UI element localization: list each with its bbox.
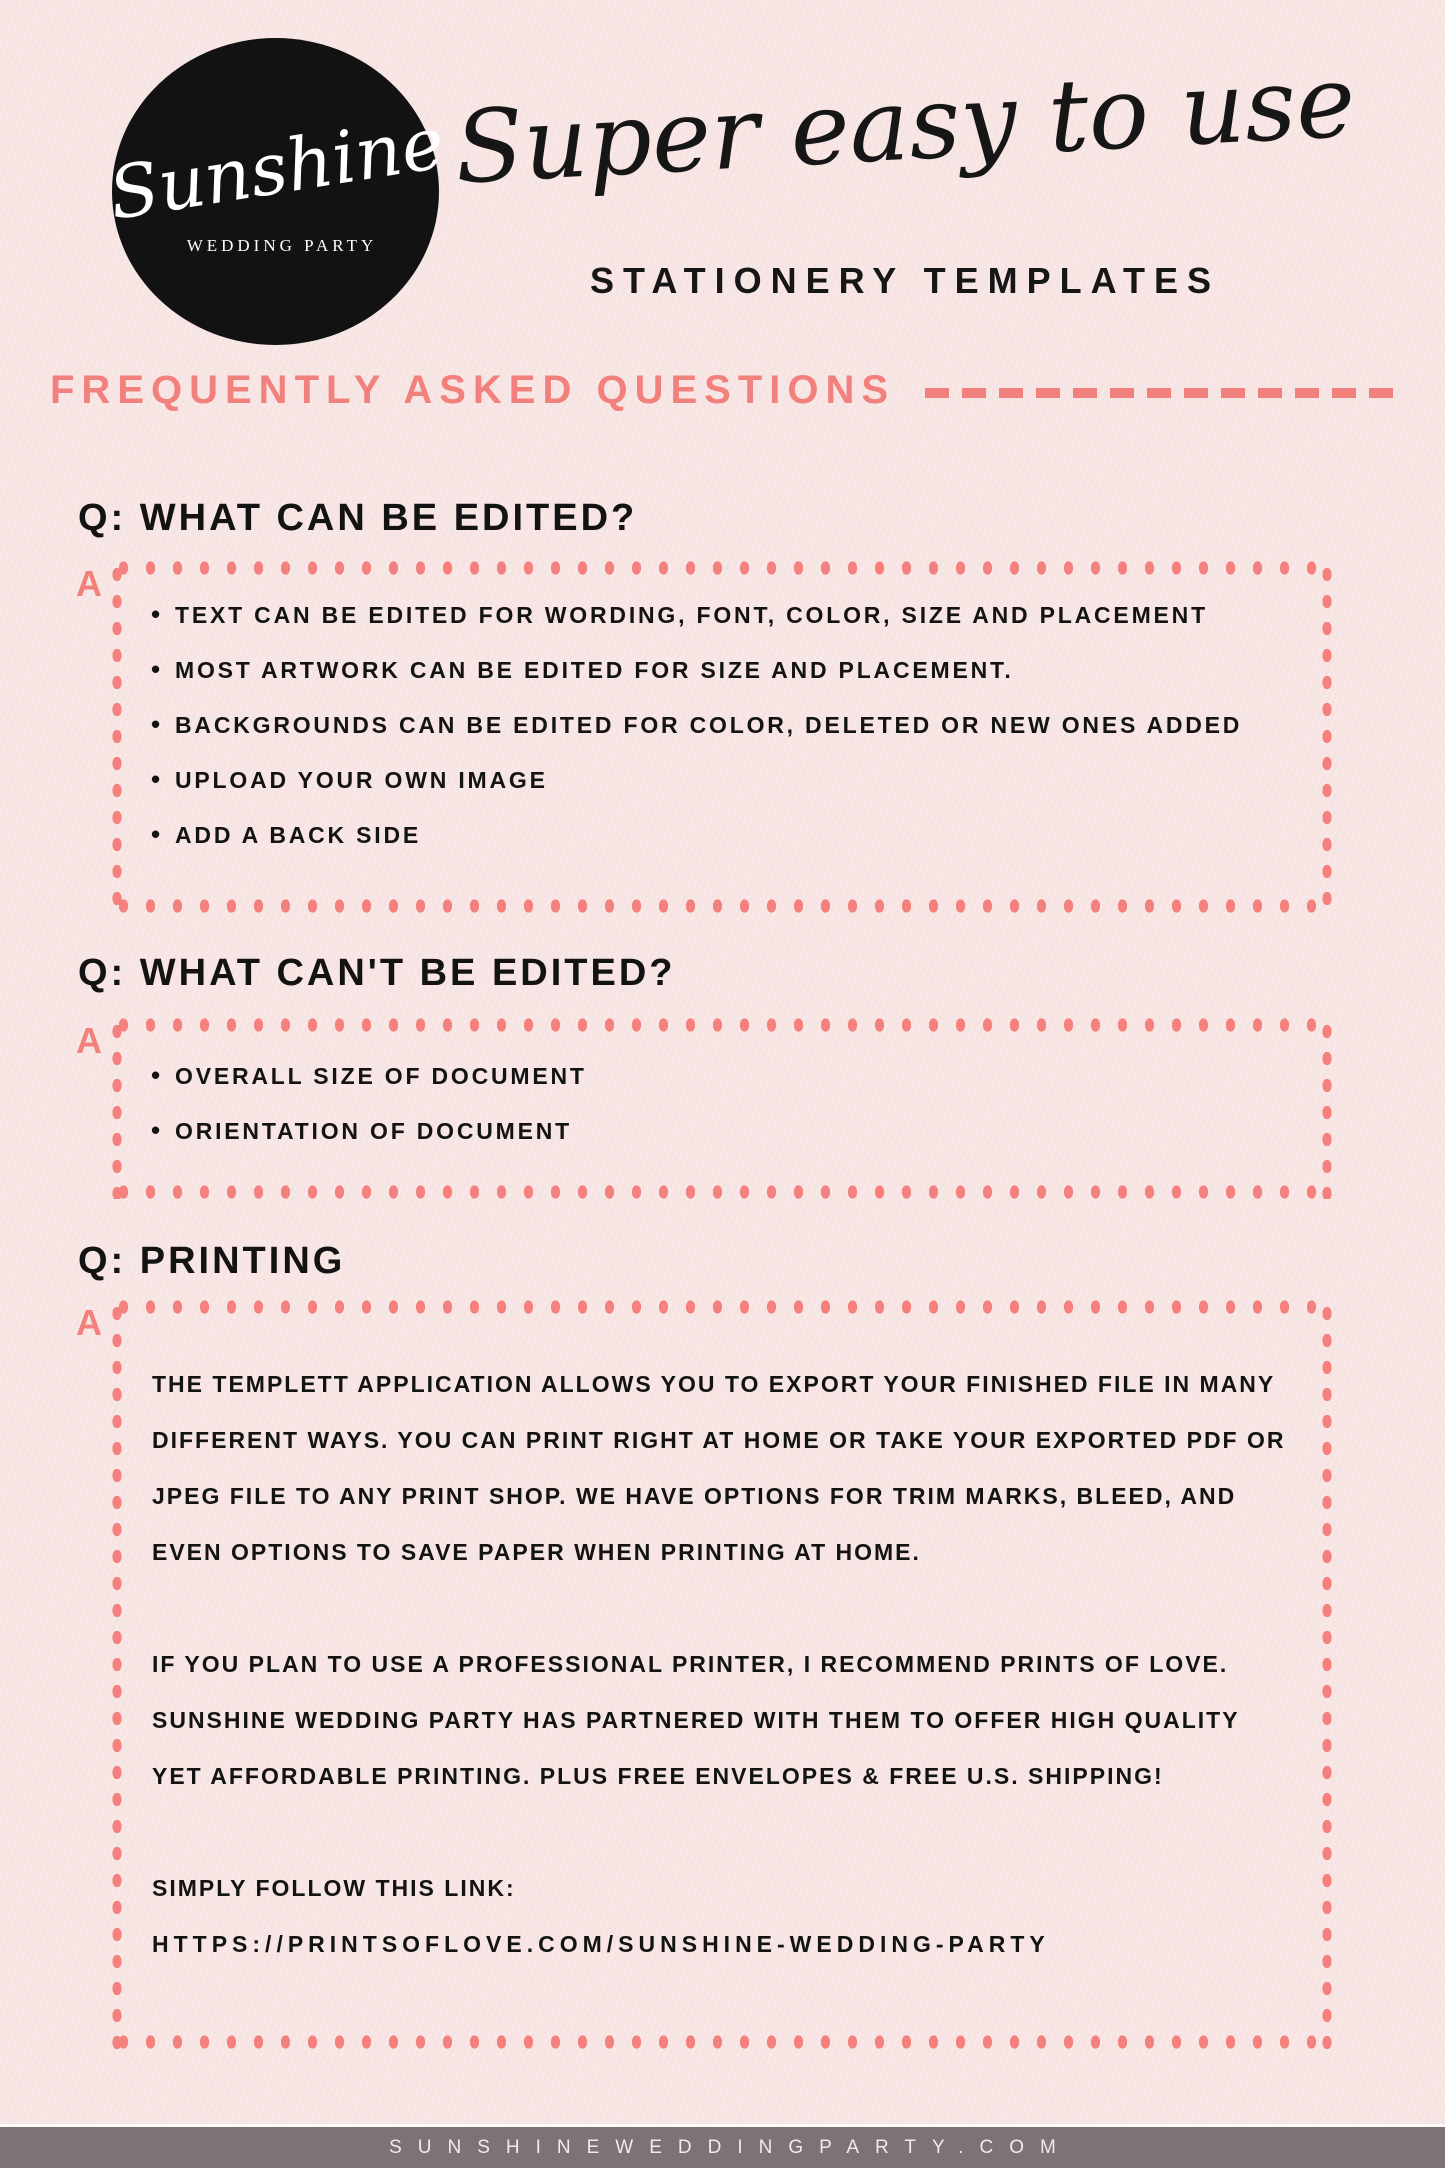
answer-box-printing xyxy=(76,1300,1334,2049)
answer-item: • ORIENTATION OF DOCUMENT xyxy=(151,1117,1304,1145)
answer-item: • ADD A BACK SIDE xyxy=(151,821,1304,849)
footer-bar xyxy=(0,2127,1445,2168)
printing-paragraph: IF YOU PLAN TO USE A PROFESSIONAL PRINTER, I RECOMMEND PRINTS OF LOVE. SUNSHINE WEDDING PARTY HAS PARTNERED WITH THEM TO OFFER HIGH QUALITY YET AFFORDABLE PRINTING. PLUS FREE ENVELOPES & FREE U.S. SHIPPING! xyxy=(152,1651,1240,1789)
prints-of-love-link[interactable]: HTTPS://PRINTSOFLOVE.COM/SUNSHINE-WEDDING-PARTY xyxy=(152,1931,1050,1957)
question-printing: Q: PRINTING xyxy=(78,1240,346,1282)
answer-label: A xyxy=(76,1302,102,1343)
question-what-can-be-edited: Q: WHAT CAN BE EDITED? xyxy=(78,497,638,539)
answer-box-what-cant-be-edited xyxy=(76,1018,1334,1199)
printing-paragraph: THE TEMPLETT APPLICATION ALLOWS YOU TO EXPORT YOUR FINISHED FILE IN MANY DIFFERENT WAYS. YOU CAN PRINT RIGHT AT HOME OR TAKE YOUR EXPORTED PDF OR JPEG FILE TO ANY PRINT SHOP. WE HAVE OPTIONS FOR TRIM MARKS, BLEED, AND EVEN OPTIONS TO SAVE PAPER WHEN PRINTING AT HOME. xyxy=(152,1371,1286,1565)
brand-logo xyxy=(103,38,450,345)
link-label: SIMPLY FOLLOW THIS LINK: xyxy=(152,1875,516,1901)
headline-script: Super easy to use xyxy=(451,42,1359,207)
dash-line-decoration xyxy=(925,388,1405,398)
printing-link-block xyxy=(152,1860,1290,1972)
answer-item: • MOST ARTWORK CAN BE EDITED FOR SIZE AND PLACEMENT. xyxy=(151,656,1304,684)
headline-subtitle: STATIONERY TEMPLATES xyxy=(589,260,1221,301)
answer-item: • TEXT CAN BE EDITED FOR WORDING, FONT, COLOR, SIZE AND PLACEMENT xyxy=(151,601,1304,629)
faq-heading-row xyxy=(50,368,1405,413)
answer-label: A xyxy=(76,563,102,604)
answer-list xyxy=(110,1018,1334,1145)
logo-script-text: Sunshine xyxy=(103,100,450,236)
answer-item: • UPLOAD YOUR OWN IMAGE xyxy=(151,766,1304,794)
answer-item: • BACKGROUNDS CAN BE EDITED FOR COLOR, DELETED OR NEW ONES ADDED xyxy=(151,711,1304,739)
answer-box-what-can-be-edited xyxy=(76,561,1334,913)
answer-paragraphs xyxy=(110,1300,1334,1972)
website-url: SUNSHINEWEDDINGPARTY.COM xyxy=(389,2136,1072,2158)
answer-label: A xyxy=(76,1020,102,1061)
question-what-cant-be-edited: Q: WHAT CAN'T BE EDITED? xyxy=(78,952,676,994)
faq-heading: FREQUENTLY ASKED QUESTIONS xyxy=(50,368,896,412)
logo-subtext: WEDDING PARTY xyxy=(186,236,378,255)
answer-item: • OVERALL SIZE OF DOCUMENT xyxy=(151,1062,1304,1090)
answer-list xyxy=(110,561,1334,849)
